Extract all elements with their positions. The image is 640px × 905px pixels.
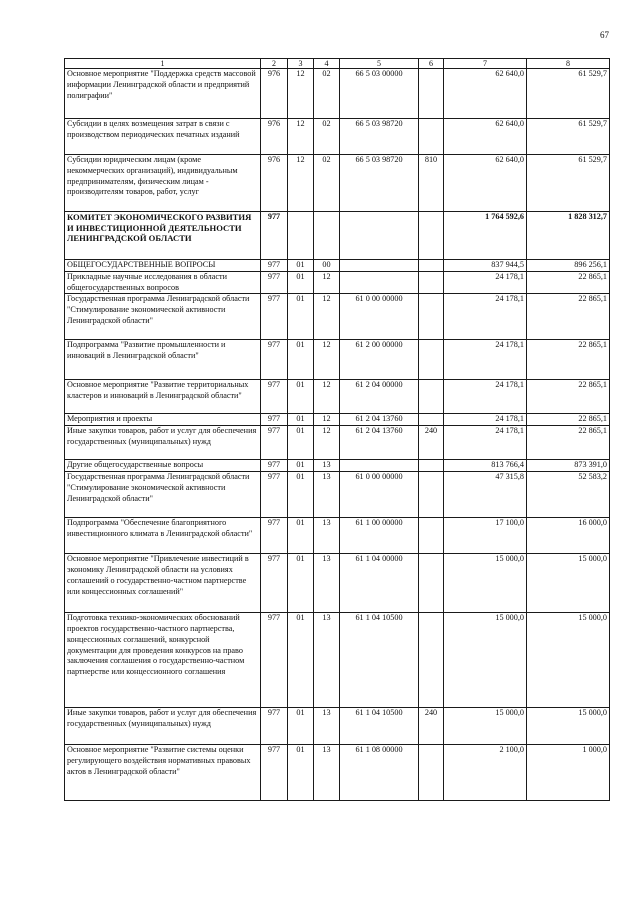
row-grbs-cell: 977 [261, 708, 288, 745]
row-grbs-cell: 977 [261, 613, 288, 708]
row-expense-type-cell: 240 [419, 426, 444, 460]
row-name-cell: КОМИТЕТ ЭКОНОМИЧЕСКОГО РАЗВИТИЯ И ИНВЕСТИЦИОННОЙ ДЕЯТЕЛЬНОСТИ ЛЕНИНГРАДСКОЙ ОБЛАСТИ [65, 212, 261, 260]
row-subsection-cell: 13 [314, 745, 340, 801]
row-amount-year1-cell: 47 315,8 [444, 472, 527, 518]
table-row [65, 260, 610, 272]
row-target-article-cell [340, 212, 419, 260]
row-amount-year2-cell: 896 256,1 [527, 260, 610, 272]
row-amount-year1-cell: 24 178,1 [444, 414, 527, 426]
row-section-cell: 01 [288, 271, 314, 294]
row-target-article-cell: 61 1 00 00000 [340, 518, 419, 554]
row-name-cell: Основное мероприятие "Развитие территориальных кластеров и инноваций в Ленинградской области" [65, 380, 261, 414]
row-amount-year1-cell: 2 100,0 [444, 745, 527, 801]
table-row [65, 340, 610, 380]
row-target-article-cell: 61 1 04 00000 [340, 554, 419, 613]
row-name-cell: Подпрограмма "Обеспечение благоприятного инвестиционного климата в Ленинградской области" [65, 518, 261, 554]
row-expense-type-cell [419, 414, 444, 426]
row-section-cell: 01 [288, 460, 314, 472]
row-name-cell: Субсидии в целях возмещения затрат в связи с производством периодических печатных изданий [65, 119, 261, 155]
row-grbs-cell: 976 [261, 155, 288, 212]
row-expense-type-cell [419, 460, 444, 472]
table-row [65, 518, 610, 554]
row-amount-year1-cell: 24 178,1 [444, 271, 527, 294]
row-name-cell: Иные закупки товаров, работ и услуг для обеспечения государственных (муниципальных) нужд [65, 708, 261, 745]
row-expense-type-cell: 810 [419, 155, 444, 212]
header-col-5: 5 [340, 59, 419, 69]
header-col-6: 6 [419, 59, 444, 69]
row-section-cell: 01 [288, 745, 314, 801]
table-row [65, 745, 610, 801]
row-target-article-cell [340, 460, 419, 472]
row-amount-year2-cell: 61 529,7 [527, 119, 610, 155]
row-name-cell: Основное мероприятие "Развитие системы оценки регулирующего воздействия нормативных правовых актов в Ленинградской области" [65, 745, 261, 801]
row-expense-type-cell [419, 271, 444, 294]
row-amount-year2-cell: 1 000,0 [527, 745, 610, 801]
row-name-cell: Субсидии юридическим лицам (кроме некоммерческих организаций), индивидуальным предпринимателям, физическим лицам - производителям товаров, работ, услуг [65, 155, 261, 212]
row-section-cell: 12 [288, 119, 314, 155]
row-amount-year2-cell: 15 000,0 [527, 708, 610, 745]
header-row [65, 59, 610, 69]
row-name-cell: Государственная программа Ленинградской области "Стимулирование экономической активности Ленинградской области" [65, 472, 261, 518]
row-expense-type-cell: 240 [419, 708, 444, 745]
row-section-cell: 01 [288, 380, 314, 414]
row-amount-year1-cell: 62 640,0 [444, 155, 527, 212]
row-section-cell: 01 [288, 708, 314, 745]
row-expense-type-cell [419, 294, 444, 340]
row-name-cell: Прикладные научные исследования в области общегосударственных вопросов [65, 271, 261, 294]
row-grbs-cell: 977 [261, 460, 288, 472]
row-amount-year2-cell: 22 865,1 [527, 426, 610, 460]
row-section-cell: 12 [288, 69, 314, 119]
row-amount-year2-cell: 16 000,0 [527, 518, 610, 554]
row-amount-year1-cell: 17 100,0 [444, 518, 527, 554]
table-row [65, 708, 610, 745]
row-subsection-cell: 12 [314, 340, 340, 380]
row-amount-year2-cell: 22 865,1 [527, 380, 610, 414]
table-row [65, 155, 610, 212]
row-target-article-cell: 61 1 04 10500 [340, 708, 419, 745]
row-grbs-cell: 977 [261, 271, 288, 294]
row-target-article-cell: 66 5 03 98720 [340, 155, 419, 212]
row-amount-year2-cell: 22 865,1 [527, 414, 610, 426]
row-amount-year1-cell: 15 000,0 [444, 554, 527, 613]
row-subsection-cell: 12 [314, 294, 340, 340]
row-grbs-cell: 977 [261, 294, 288, 340]
header-col-4: 4 [314, 59, 340, 69]
table-row [65, 554, 610, 613]
row-subsection-cell: 13 [314, 472, 340, 518]
row-expense-type-cell [419, 260, 444, 272]
header-col-1: 1 [65, 59, 261, 69]
row-amount-year1-cell: 813 766,4 [444, 460, 527, 472]
row-expense-type-cell [419, 745, 444, 801]
row-target-article-cell: 61 2 00 00000 [340, 340, 419, 380]
row-subsection-cell: 13 [314, 518, 340, 554]
row-subsection-cell: 13 [314, 613, 340, 708]
table-row [65, 119, 610, 155]
row-amount-year1-cell: 24 178,1 [444, 340, 527, 380]
row-section-cell: 01 [288, 554, 314, 613]
header-col-2: 2 [261, 59, 288, 69]
row-amount-year2-cell: 15 000,0 [527, 554, 610, 613]
row-grbs-cell: 977 [261, 745, 288, 801]
row-subsection-cell: 12 [314, 426, 340, 460]
table-row [65, 613, 610, 708]
row-grbs-cell: 977 [261, 212, 288, 260]
row-expense-type-cell [419, 69, 444, 119]
row-name-cell: Подготовка технико-экономических обоснований проектов государственно-частного партнерства, концессионных соглашений, конкурсной документации для проведения конкурсов на право заключения соглашения о государственно-частном партнерстве или концессионного соглашения [65, 613, 261, 708]
row-target-article-cell: 61 1 08 00000 [340, 745, 419, 801]
table-row [65, 271, 610, 294]
row-target-article-cell [340, 260, 419, 272]
row-amount-year2-cell: 61 529,7 [527, 155, 610, 212]
row-amount-year1-cell: 62 640,0 [444, 69, 527, 119]
row-amount-year1-cell: 24 178,1 [444, 294, 527, 340]
header-col-8: 8 [527, 59, 610, 69]
header-col-7: 7 [444, 59, 527, 69]
table-row [65, 472, 610, 518]
row-grbs-cell: 976 [261, 119, 288, 155]
row-grbs-cell: 977 [261, 518, 288, 554]
budget-table [64, 58, 610, 801]
row-target-article-cell: 61 2 04 13760 [340, 426, 419, 460]
row-subsection-cell: 00 [314, 260, 340, 272]
row-subsection-cell: 13 [314, 460, 340, 472]
row-amount-year2-cell: 1 828 312,7 [527, 212, 610, 260]
row-target-article-cell: 61 1 04 10500 [340, 613, 419, 708]
row-amount-year1-cell: 15 000,0 [444, 613, 527, 708]
row-amount-year2-cell: 22 865,1 [527, 271, 610, 294]
row-target-article-cell [340, 271, 419, 294]
row-grbs-cell: 977 [261, 380, 288, 414]
table-row [65, 294, 610, 340]
row-target-article-cell: 61 0 00 00000 [340, 472, 419, 518]
row-section-cell: 01 [288, 340, 314, 380]
row-grbs-cell: 977 [261, 472, 288, 518]
table-row [65, 380, 610, 414]
page-number: 67 [600, 30, 609, 40]
row-section-cell: 01 [288, 260, 314, 272]
row-grbs-cell: 976 [261, 69, 288, 119]
table-row [65, 426, 610, 460]
row-expense-type-cell [419, 613, 444, 708]
row-expense-type-cell [419, 554, 444, 613]
row-amount-year2-cell: 52 583,2 [527, 472, 610, 518]
row-amount-year1-cell: 62 640,0 [444, 119, 527, 155]
row-name-cell: Иные закупки товаров, работ и услуг для обеспечения государственных (муниципальных) нужд [65, 426, 261, 460]
row-expense-type-cell [419, 340, 444, 380]
row-name-cell: Государственная программа Ленинградской области "Стимулирование экономической активности Ленинградской области" [65, 294, 261, 340]
row-target-article-cell: 61 0 00 00000 [340, 294, 419, 340]
row-amount-year2-cell: 15 000,0 [527, 613, 610, 708]
row-target-article-cell: 61 2 04 13760 [340, 414, 419, 426]
row-amount-year1-cell: 24 178,1 [444, 380, 527, 414]
row-section-cell: 01 [288, 414, 314, 426]
row-amount-year2-cell: 873 391,0 [527, 460, 610, 472]
row-section-cell: 12 [288, 155, 314, 212]
row-grbs-cell: 977 [261, 340, 288, 380]
row-subsection-cell [314, 212, 340, 260]
row-subsection-cell: 02 [314, 155, 340, 212]
row-expense-type-cell [419, 212, 444, 260]
row-name-cell: Подпрограмма "Развитие промышленности и инноваций в Ленинградской области" [65, 340, 261, 380]
row-expense-type-cell [419, 119, 444, 155]
row-grbs-cell: 977 [261, 554, 288, 613]
table-row [65, 69, 610, 119]
row-section-cell [288, 212, 314, 260]
row-section-cell: 01 [288, 294, 314, 340]
row-amount-year1-cell: 24 178,1 [444, 426, 527, 460]
row-amount-year1-cell: 1 764 592,6 [444, 212, 527, 260]
row-amount-year2-cell: 22 865,1 [527, 340, 610, 380]
row-grbs-cell: 977 [261, 414, 288, 426]
row-grbs-cell: 977 [261, 426, 288, 460]
header-col-3: 3 [288, 59, 314, 69]
row-target-article-cell: 66 5 03 98720 [340, 119, 419, 155]
row-subsection-cell: 12 [314, 271, 340, 294]
row-name-cell: Другие общегосударственные вопросы [65, 460, 261, 472]
row-name-cell: Мероприятия и проекты [65, 414, 261, 426]
row-name-cell: Основное мероприятие "Поддержка средств массовой информации Ленинградской области и предприятий полиграфии" [65, 69, 261, 119]
row-subsection-cell: 02 [314, 69, 340, 119]
row-subsection-cell: 12 [314, 380, 340, 414]
row-name-cell: ОБЩЕГОСУДАРСТВЕННЫЕ ВОПРОСЫ [65, 260, 261, 272]
table-row [65, 460, 610, 472]
row-grbs-cell: 977 [261, 260, 288, 272]
row-amount-year2-cell: 61 529,7 [527, 69, 610, 119]
row-subsection-cell: 02 [314, 119, 340, 155]
row-expense-type-cell [419, 380, 444, 414]
row-section-cell: 01 [288, 472, 314, 518]
row-amount-year1-cell: 837 944,5 [444, 260, 527, 272]
row-expense-type-cell [419, 518, 444, 554]
table-row [65, 212, 610, 260]
row-section-cell: 01 [288, 426, 314, 460]
row-target-article-cell: 61 2 04 00000 [340, 380, 419, 414]
row-subsection-cell: 13 [314, 554, 340, 613]
row-expense-type-cell [419, 472, 444, 518]
row-amount-year2-cell: 22 865,1 [527, 294, 610, 340]
row-name-cell: Основное мероприятие "Привлечение инвестиций в экономику Ленинградской области на условиях соглашений о государственно-частном партнерстве или концессионных соглашений" [65, 554, 261, 613]
table-row [65, 414, 610, 426]
row-section-cell: 01 [288, 518, 314, 554]
row-subsection-cell: 13 [314, 708, 340, 745]
row-subsection-cell: 12 [314, 414, 340, 426]
row-target-article-cell: 66 5 03 00000 [340, 69, 419, 119]
row-amount-year1-cell: 15 000,0 [444, 708, 527, 745]
row-section-cell: 01 [288, 613, 314, 708]
